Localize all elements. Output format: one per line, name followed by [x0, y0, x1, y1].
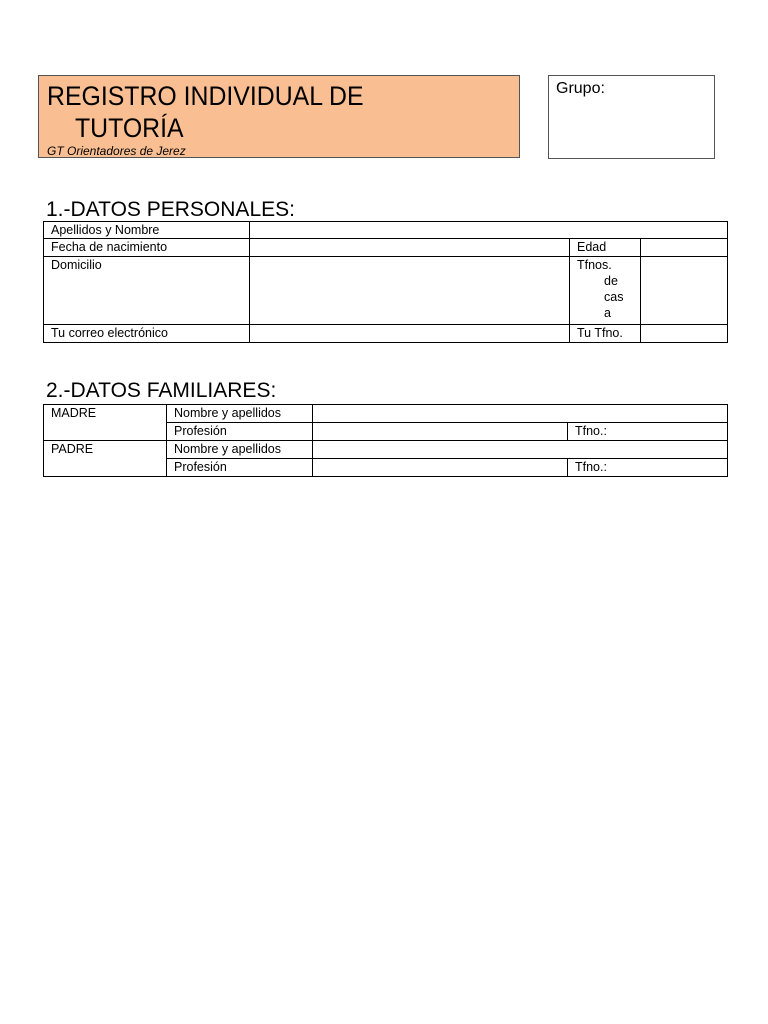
address-field[interactable] [250, 257, 570, 325]
birth-date-label: Fecha de nacimiento [44, 239, 250, 257]
email-label: Tu correo electrónico [44, 325, 250, 343]
group-field[interactable] [548, 75, 715, 159]
phone-label: Tu Tfno. [570, 325, 641, 343]
address-label: Domicilio [44, 257, 250, 325]
form-title-line2: TUTORÍA [75, 113, 184, 143]
section-title-family: 2.-DATOS FAMILIARES: [46, 379, 277, 402]
father-phone-label[interactable]: Tfno.: [568, 459, 728, 477]
mother-job-label: Profesión [167, 423, 313, 441]
age-field[interactable] [641, 239, 728, 257]
family-data-table [43, 404, 728, 477]
personal-data-table [43, 221, 728, 343]
mother-label: MADRE [44, 405, 167, 441]
name-field[interactable] [250, 222, 728, 239]
home-phone-label: Tfnos. de cas a [570, 257, 641, 325]
father-job-label: Profesión [167, 459, 313, 477]
birth-date-field[interactable] [250, 239, 570, 257]
father-job-field[interactable] [313, 459, 568, 477]
mother-name-label: Nombre y apellidos [167, 405, 313, 423]
mother-phone-label[interactable]: Tfno.: [568, 423, 728, 441]
email-field[interactable] [250, 325, 570, 343]
age-label: Edad [570, 239, 641, 257]
form-subtitle: GT Orientadores de Jerez [47, 144, 186, 158]
title-box [38, 75, 520, 158]
name-label: Apellidos y Nombre [44, 222, 250, 239]
father-name-label: Nombre y apellidos [167, 441, 313, 459]
form-title-line1: REGISTRO INDIVIDUAL DE [47, 81, 364, 111]
group-label: Grupo: [556, 80, 605, 97]
mother-name-field[interactable] [313, 405, 728, 423]
home-phone-field[interactable] [641, 257, 728, 325]
father-label: PADRE [44, 441, 167, 477]
phone-field[interactable] [641, 325, 728, 343]
father-name-field[interactable] [313, 441, 728, 459]
mother-job-field[interactable] [313, 423, 568, 441]
section-title-personal: 1.-DATOS PERSONALES: [46, 198, 295, 221]
